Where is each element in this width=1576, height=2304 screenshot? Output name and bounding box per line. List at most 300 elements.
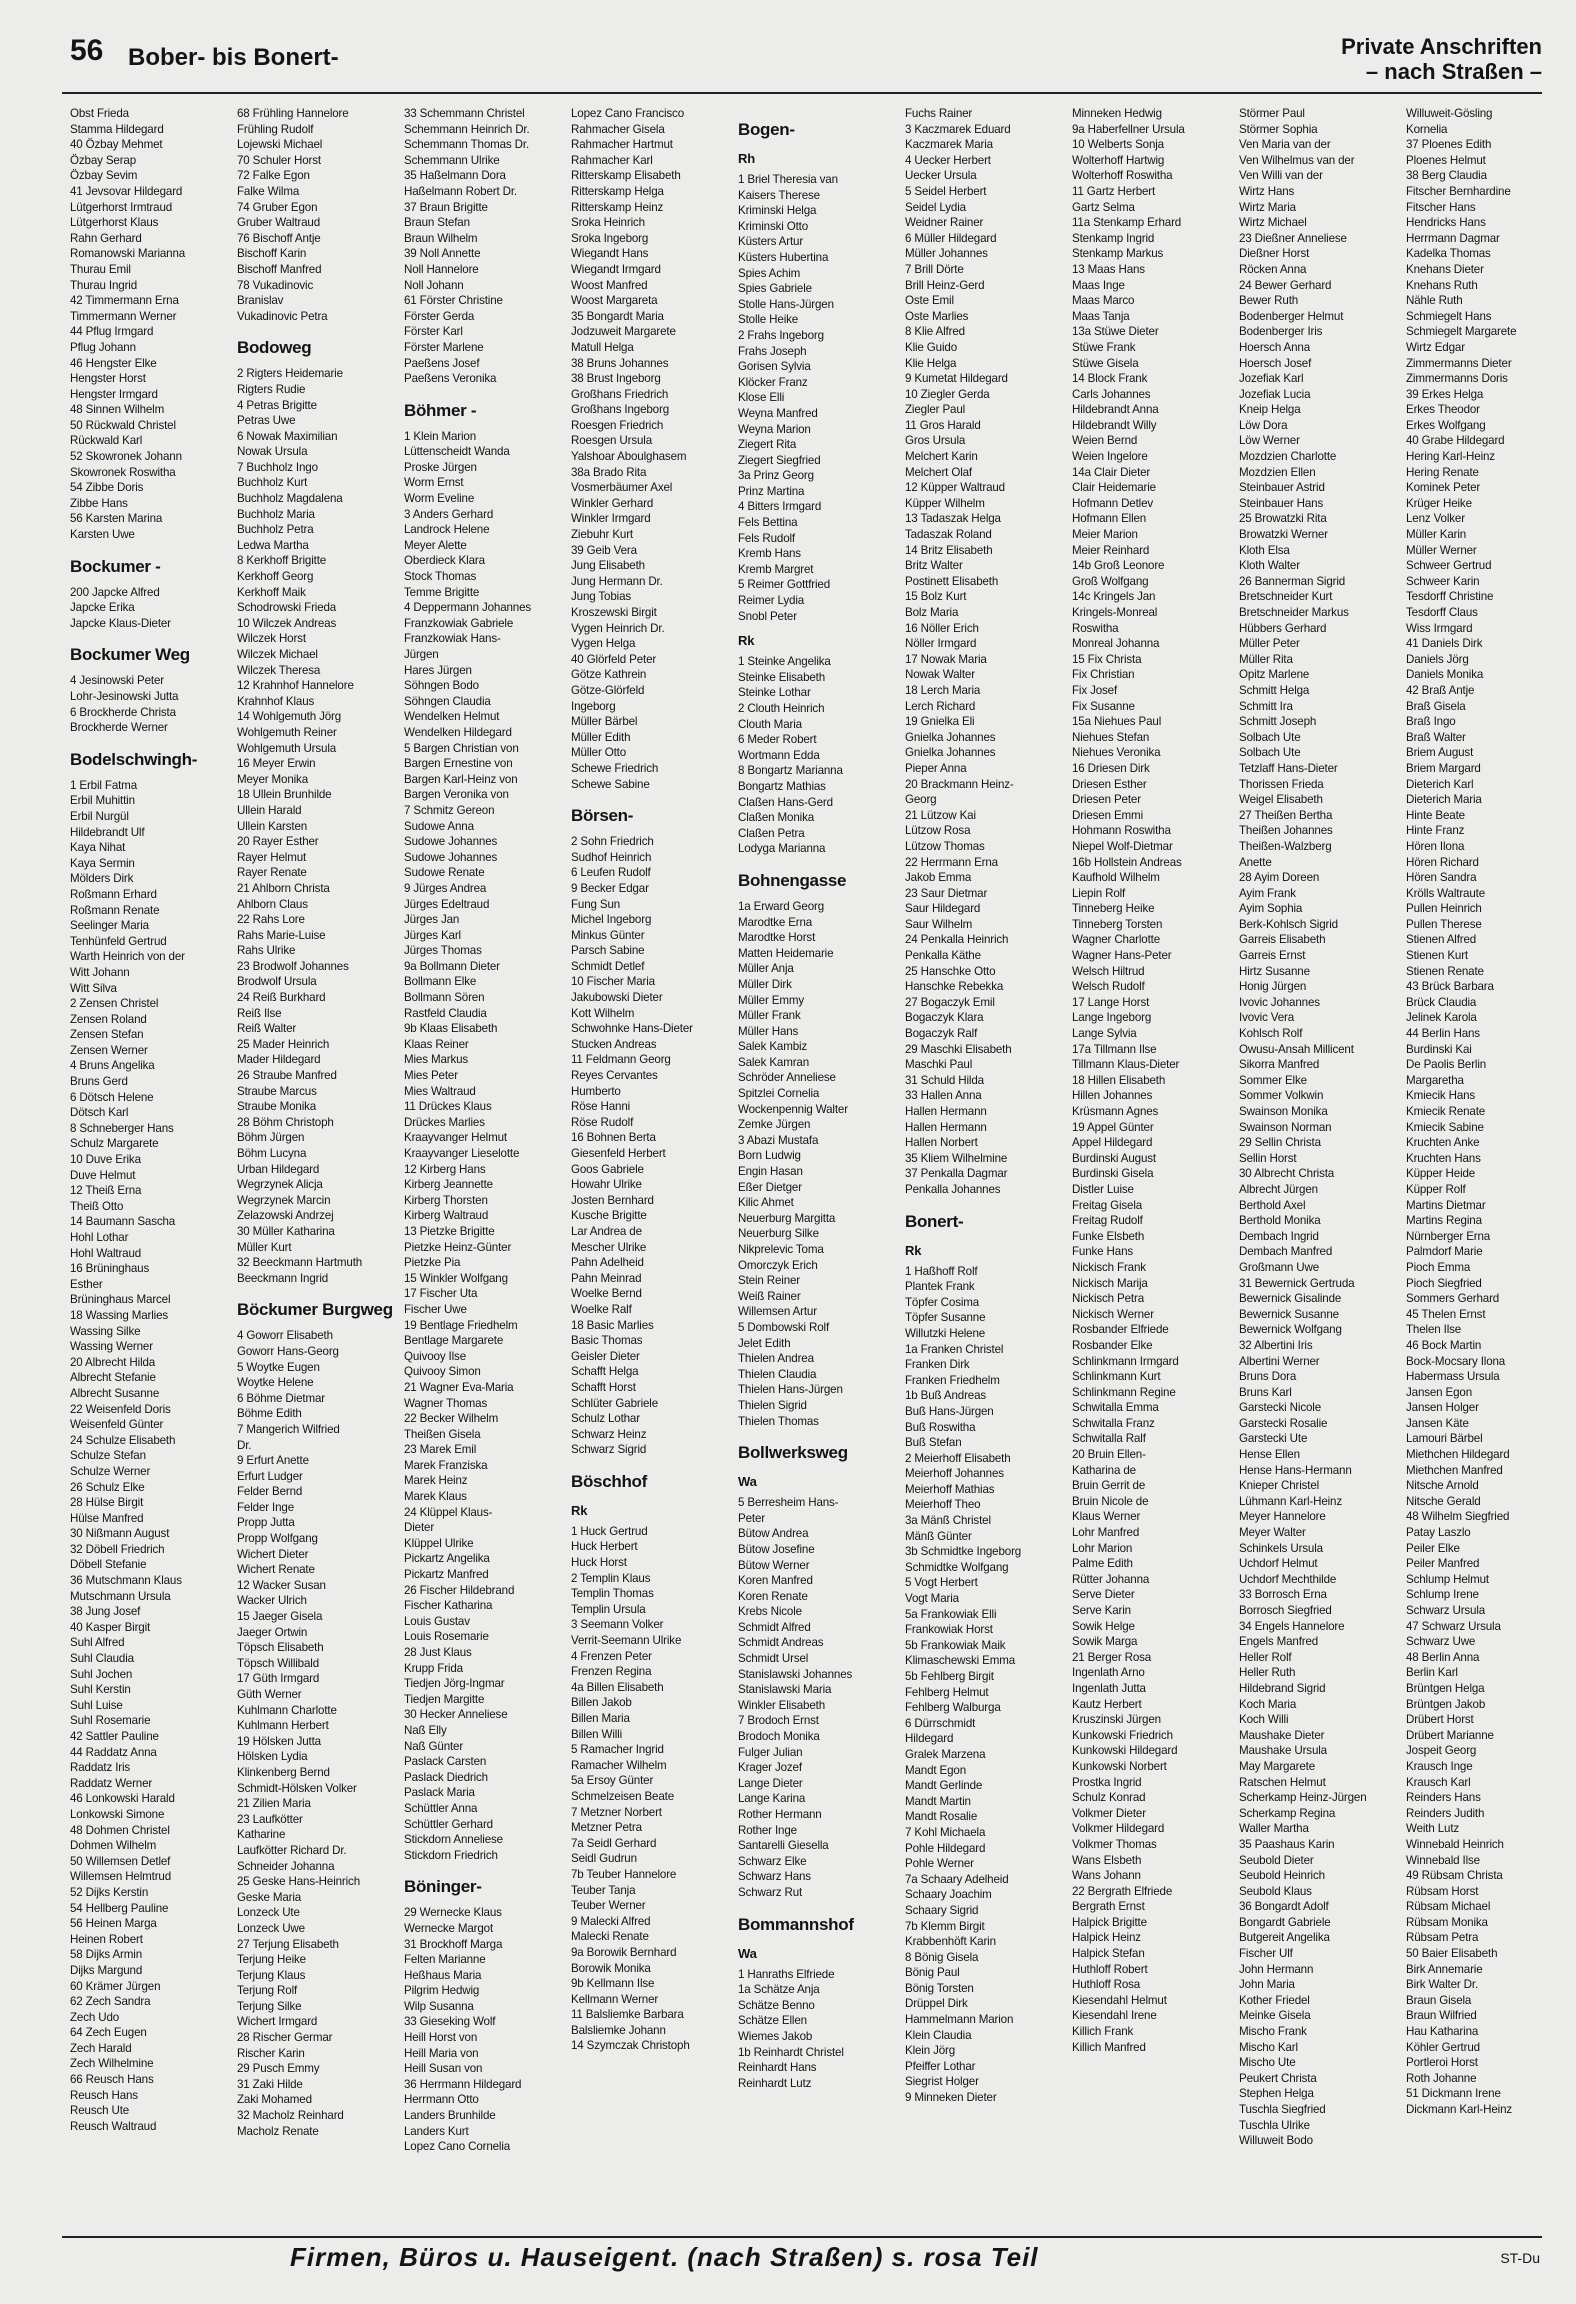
directory-entry: Kerkhoff Georg — [237, 570, 314, 584]
directory-entry: 7 Mangerich Wilfried — [237, 1422, 340, 1436]
directory-entry: Melchert Olaf — [905, 465, 972, 479]
directory-entry: Bergrath Ernst — [1072, 1900, 1145, 1914]
directory-entry: Weyna Marion — [738, 422, 811, 436]
directory-entry: 40 Glörfeld Peter — [571, 652, 657, 666]
directory-entry: Schwitalla Ralf — [1072, 1432, 1146, 1446]
directory-entry: Spies Gabriele — [738, 282, 812, 296]
directory-entry: Japcke Klaus-Dieter — [70, 616, 171, 630]
directory-entry: 6 Dötsch Helene — [70, 1090, 154, 1104]
directory-entry: Schwohnke Hans-Dieter — [571, 1022, 693, 1036]
directory-entry: Weiß Rainer — [738, 1289, 801, 1303]
directory-entry: Stolle Heike — [738, 313, 799, 327]
directory-entry: 32 Beeckmann Hartmuth — [237, 1256, 363, 1270]
directory-entry: 29 Wernecke Klaus — [404, 1906, 502, 1920]
directory-entry: 17a Tillmann Ilse — [1072, 1042, 1157, 1056]
directory-entry: Söhngen Bodo — [404, 679, 479, 693]
directory-entry: Pickartz Angelika — [404, 1552, 490, 1566]
directory-entry: Winkler Irmgard — [571, 512, 651, 526]
directory-entry: Lützow Thomas — [905, 839, 985, 853]
directory-entry: Stickdorn Anneliese — [404, 1833, 503, 1847]
directory-entry: Braun Gisela — [1406, 1993, 1472, 2007]
directory-entry: 2 Meierhoff Elisabeth — [905, 1451, 1011, 1465]
directory-columns — [70, 106, 1540, 2230]
directory-entry: Theißen-Walzberg — [1239, 839, 1332, 853]
directory-entry: 39 Noll Annette — [404, 247, 481, 261]
directory-entry: Meyer Monika — [237, 772, 309, 786]
directory-entry: Wichert Irmgard — [237, 2015, 318, 2029]
directory-entry: Schlinkmann Irmgard — [1072, 1354, 1179, 1368]
directory-entry: Hildebrandt Anna — [1072, 403, 1159, 417]
directory-entry: Hohl Waltraud — [70, 1246, 142, 1260]
directory-entry: Berthold Axel — [1239, 1198, 1306, 1212]
directory-entry: Köhler Gertrud — [1406, 2040, 1480, 2054]
directory-entry: 3 Abazi Mustafa — [738, 1133, 819, 1147]
directory-entry: John Hermann — [1239, 1962, 1314, 1976]
directory-entry: 31 Schuld Hilda — [905, 1073, 984, 1087]
directory-entry: Suhl Alfred — [70, 1636, 125, 1650]
directory-entry: Lütgerhorst Irmtraud — [70, 200, 173, 214]
directory-entry: Maas Marco — [1072, 294, 1135, 308]
directory-entry: Waller Martha — [1239, 1822, 1309, 1836]
directory-entry: Schätze Benno — [738, 1998, 815, 2012]
directory-entry: Briem August — [1406, 746, 1474, 760]
directory-entry: Schaary Joachim — [905, 1888, 992, 1902]
directory-entry: Lange Ingeborg — [1072, 1011, 1152, 1025]
directory-entry: Roßmann Renate — [70, 903, 160, 917]
directory-entry: Fels Bettina — [738, 516, 798, 530]
street-heading: Bonert- — [905, 1211, 964, 1231]
directory-entry: 7 Brodoch Ernst — [738, 1714, 819, 1728]
directory-entry: Bargen Karl-Heinz von — [404, 772, 518, 786]
directory-entry: 14 Block Frank — [1072, 372, 1148, 386]
directory-entry: Müller Otto — [571, 746, 627, 760]
directory-entry: 31 Zaki Hilde — [237, 2077, 303, 2091]
directory-entry: Weien Bernd — [1072, 434, 1138, 448]
directory-entry: Basic Thomas — [571, 1334, 643, 1348]
directory-entry: Siegrist Holger — [905, 2075, 979, 2089]
directory-entry: 18 Lerch Maria — [905, 683, 981, 697]
directory-entry: Stenkamp Markus — [1072, 247, 1164, 261]
directory-entry: 32 Macholz Reinhard — [237, 2109, 344, 2123]
directory-entry: Wiegandt Irmgard — [571, 262, 661, 276]
directory-entry: Schmitt Ira — [1239, 699, 1293, 713]
directory-entry: 26 Schulz Elke — [70, 1480, 145, 1494]
directory-entry: Lopez Cano Francisco — [571, 107, 684, 120]
directory-entry: Timmermann Werner — [70, 309, 177, 323]
directory-entry: Rother Inge — [738, 1823, 797, 1837]
directory-entry: Nikprelevic Toma — [738, 1243, 824, 1256]
directory-entry: 47 Schwarz Ursula — [1406, 1619, 1501, 1633]
directory-entry: Müller Kurt — [237, 1240, 292, 1254]
directory-entry: 19 Hölsken Jutta — [237, 1734, 321, 1748]
directory-entry: 7 Kohl Michaela — [905, 1825, 986, 1839]
directory-entry: Ullein Karsten — [237, 819, 308, 833]
directory-entry: Freitag Rudolf — [1072, 1214, 1143, 1228]
directory-entry: Koch Maria — [1239, 1697, 1297, 1711]
directory-entry: Claßen Monika — [738, 811, 815, 825]
directory-entry: 4 Petras Brigitte — [237, 398, 317, 412]
directory-entry: Pioch Siegfried — [1406, 1276, 1482, 1290]
directory-entry: 15 Fix Christa — [1072, 652, 1142, 666]
directory-entry: Marek Klaus — [404, 1490, 467, 1504]
directory-entry: 4 Uecker Herbert — [905, 153, 991, 167]
directory-entry: 25 Mader Heinrich — [237, 1037, 330, 1051]
directory-entry: Wassing Werner — [70, 1340, 153, 1354]
directory-entry: Niehues Veronika — [1072, 746, 1161, 760]
directory-entry: Weyna Manfred — [738, 406, 818, 420]
directory-entry: Marek Heinz — [404, 1474, 468, 1488]
directory-entry: Rigters Rudie — [237, 382, 306, 396]
directory-entry: 31 Brockhoff Marga — [404, 1937, 503, 1951]
directory-entry: 3a Mänß Christel — [905, 1514, 991, 1528]
directory-entry: Quivooy Ilse — [404, 1349, 466, 1363]
directory-entry: 20 Rayer Esther — [237, 835, 319, 849]
directory-entry: Liepin Rolf — [1072, 886, 1126, 900]
directory-entry: Willuweit Bodo — [1239, 2134, 1313, 2148]
directory-entry: Mandt Martin — [905, 1794, 971, 1808]
directory-entry: Lohr Manfred — [1072, 1526, 1140, 1540]
directory-entry: Zelazowski Andrzej — [237, 1209, 334, 1223]
directory-entry: Mies Peter — [404, 1069, 458, 1083]
directory-entry: Miethchen Hildegard — [1406, 1448, 1510, 1462]
directory-entry: 33 Borrosch Erna — [1239, 1588, 1327, 1602]
section-title-line1: Private Anschriften — [1341, 34, 1542, 59]
directory-entry: Raddatz Iris — [70, 1761, 131, 1775]
directory-entry: Niepel Wolf-Dietmar — [1072, 839, 1173, 853]
directory-entry: Esther — [70, 1277, 103, 1291]
directory-entry: Daniels Monika — [1406, 668, 1484, 682]
directory-entry: John Maria — [1239, 1978, 1295, 1992]
directory-entry: Stienen Alfred — [1406, 933, 1477, 947]
directory-entry: Meier Reinhard — [1072, 543, 1150, 557]
directory-entry: Bentlage Margarete — [404, 1334, 504, 1348]
directory-entry: Hering Karl-Heinz — [1406, 450, 1495, 464]
directory-entry: Vosmerbäumer Axel — [571, 481, 673, 495]
directory-entry: Koch Willi — [1239, 1713, 1289, 1727]
directory-entry: Ven Willi van der — [1239, 169, 1323, 183]
directory-entry: 2 Sohn Friedrich — [571, 835, 654, 849]
directory-entry: Kneip Helga — [1239, 403, 1301, 417]
directory-entry: Maushake Ursula — [1239, 1744, 1327, 1758]
directory-entry: Salek Kambiz — [738, 1040, 808, 1054]
directory-entry: Ullein Harald — [237, 803, 302, 817]
directory-entry: Herrmann Otto — [404, 2093, 479, 2107]
directory-entry: Stephen Helga — [1239, 2087, 1314, 2101]
directory-entry: Wilczek Horst — [237, 632, 306, 646]
directory-entry: Bollmann Elke — [404, 975, 477, 989]
directory-entry: 17 Güth Irmgard — [237, 1672, 320, 1686]
directory-entry: 5a Ersoy Günter — [571, 1774, 654, 1788]
directory-entry: Gros Ursula — [905, 434, 966, 448]
directory-entry: Briem Margard — [1406, 761, 1481, 775]
directory-entry: 29 Maschki Elisabeth — [905, 1042, 1012, 1056]
directory-entry: Hübbers Gerhard — [1239, 621, 1327, 635]
directory-entry: Dießner Horst — [1239, 247, 1310, 261]
directory-entry: Volkmer Hildegard — [1072, 1822, 1165, 1836]
directory-entry: Wegrzynek Marcin — [237, 1193, 331, 1207]
directory-entry: Hildebrandt Willy — [1072, 418, 1157, 432]
directory-entry: Müller Bärbel — [571, 715, 638, 729]
directory-entry: Sudowe Johannes — [404, 835, 498, 849]
directory-entry: Sudowe Renate — [404, 866, 485, 880]
directory-entry: Weith Lutz — [1406, 1822, 1460, 1836]
directory-entry: Reimer Lydia — [738, 594, 805, 608]
directory-entry: Thielen Claudia — [738, 1367, 817, 1381]
directory-entry: Katharine — [237, 1828, 286, 1842]
directory-entry: Gralek Marzena — [905, 1747, 986, 1761]
directory-entry: Töpsch Elisabeth — [237, 1641, 324, 1655]
directory-entry: Schwarz Elke — [738, 1854, 807, 1868]
directory-entry: Marodtke Horst — [738, 931, 816, 945]
directory-entry: 42 Timmermann Erna — [70, 294, 179, 308]
directory-entry: Bretschneider Kurt — [1239, 590, 1333, 604]
directory-entry: Huck Herbert — [571, 1540, 638, 1554]
directory-entry: 28 Hülse Birgit — [70, 1496, 144, 1510]
directory-entry: Swainson Norman — [1239, 1120, 1332, 1134]
directory-entry: Hören Ilona — [1406, 839, 1465, 853]
directory-entry: Killich Manfred — [1072, 2040, 1146, 2054]
directory-entry: 15a Niehues Paul — [1072, 715, 1162, 729]
street-heading: Bodoweg — [237, 338, 312, 358]
directory-entry: 72 Falke Egon — [237, 169, 310, 183]
directory-entry: Kremb Margret — [738, 562, 814, 576]
directory-entry: Roßmann Erhard — [70, 887, 157, 901]
directory-entry: Pioch Emma — [1406, 1260, 1471, 1274]
directory-entry: Karsten Uwe — [70, 528, 135, 542]
directory-entry: Bütow Andrea — [738, 1527, 809, 1541]
directory-entry: Hölsken Lydia — [237, 1750, 308, 1764]
directory-entry: 14 Baumann Sascha — [70, 1215, 176, 1229]
directory-entry: 5b Frankowiak Maik — [905, 1638, 1006, 1652]
directory-entry: 8 Bongartz Marianna — [738, 764, 843, 778]
directory-entry: 42 Sattler Pauline — [70, 1730, 159, 1743]
directory-entry: 8 Kerkhoff Brigitte — [237, 554, 327, 568]
directory-entry: Yalshoar Aboulghasem — [571, 450, 687, 464]
directory-entry: Hören Richard — [1406, 855, 1479, 869]
directory-entry: Propp Wolfgang — [237, 1532, 318, 1546]
directory-entry: Wagner Hans-Peter — [1072, 949, 1172, 963]
directory-entry: 28 Rischer Germar — [237, 2031, 333, 2045]
directory-entry: 26 Bannerman Sigrid — [1239, 574, 1346, 588]
directory-entry: Paeßens Veronika — [404, 372, 497, 386]
directory-entry: Tenhünfeld Gertrud — [70, 934, 167, 948]
directory-entry: 12 Theiß Erna — [70, 1184, 142, 1198]
directory-entry: 23 Laufkötter — [237, 1812, 303, 1826]
directory-entry: Minkus Günter — [571, 928, 645, 942]
directory-entry: 2 Templin Klaus — [571, 1571, 651, 1585]
directory-entry: Oste Marlies — [905, 309, 969, 323]
directory-entry: Wolterhoff Hartwig — [1072, 153, 1165, 167]
directory-entry: 3a Prinz Georg — [738, 469, 814, 483]
directory-entry: Fung Sun — [571, 897, 621, 911]
directory-entry: Bewer Ruth — [1239, 294, 1299, 308]
directory-entry: 11 Balsliemke Barbara — [571, 2008, 684, 2022]
directory-entry: Buchholz Maria — [237, 507, 315, 521]
directory-entry: Wirtz Hans — [1239, 184, 1295, 198]
directory-entry: Haßelmann Robert Dr. — [404, 184, 517, 198]
directory-entry: Proske Jürgen — [404, 460, 477, 474]
section-title — [1341, 34, 1542, 84]
directory-entry: 13 Pietzke Brigitte — [404, 1224, 495, 1238]
directory-entry: Rahs Marie-Luise — [237, 928, 326, 942]
directory-entry: Reinhardt Lutz — [738, 2076, 812, 2090]
directory-entry: Stolle Hans-Jürgen — [738, 297, 834, 311]
directory-entry: Owusu-Ansah Millicent — [1239, 1042, 1354, 1056]
directory-entry: Ivovic Vera — [1239, 1011, 1295, 1025]
directory-entry: Nickisch Frank — [1072, 1260, 1146, 1274]
directory-entry: Küpper Rolf — [1406, 1182, 1466, 1196]
directory-entry: Kmiecik Sabine — [1406, 1120, 1484, 1134]
directory-entry: Carls Johannes — [1072, 387, 1151, 401]
street-heading: Bollwerksweg — [738, 1443, 848, 1463]
directory-entry: Hoersch Josef — [1239, 356, 1312, 370]
directory-entry: Meier Marion — [1072, 528, 1138, 542]
directory-entry: Klöcker Franz — [738, 375, 808, 389]
directory-entry: 38a Brado Rita — [571, 465, 647, 479]
directory-entry: 9 Becker Edgar — [571, 881, 649, 895]
directory-entry: Lützow Rosa — [905, 824, 971, 838]
directory-entry: Spies Achim — [738, 266, 801, 280]
district-label: Rk — [905, 1242, 922, 1258]
directory-entry: Melchert Karin — [905, 450, 978, 464]
directory-entry: 23 Saur Dietmar — [905, 886, 988, 900]
directory-entry: Noll Hannelore — [404, 262, 479, 276]
directory-entry: Wolterhoff Roswitha — [1072, 169, 1173, 183]
directory-entry: 9a Haberfellner Ursula — [1072, 122, 1185, 136]
directory-entry: Roswitha — [1072, 621, 1119, 635]
directory-entry: Mozdzien Charlotte — [1239, 450, 1337, 464]
directory-entry: Sudowe Anna — [404, 819, 474, 833]
directory-entry: Urban Hildegard — [237, 1162, 320, 1176]
directory-entry: Heßhaus Maria — [404, 1968, 482, 1982]
directory-entry: 13a Stüwe Dieter — [1072, 325, 1159, 339]
directory-entry: Dieter — [404, 1521, 435, 1535]
directory-entry: 9 Erfurt Anette — [237, 1454, 309, 1468]
directory-entry: Schwarz Ursula — [1406, 1604, 1486, 1617]
directory-entry: Michel Ingeborg — [571, 913, 652, 927]
directory-entry: Landers Brunhilde — [404, 2109, 496, 2123]
directory-entry: Rahmacher Hartmut — [571, 138, 673, 152]
directory-entry: Worm Ernst — [404, 476, 464, 490]
directory-entry: 3 Kaczmarek Eduard — [905, 122, 1011, 136]
column-9 — [1406, 106, 1540, 2230]
directory-entry: Ven Wilhelmus van der — [1239, 153, 1355, 167]
directory-entry: Schemmann Ulrike — [404, 153, 500, 167]
directory-entry: 44 Berlin Hans — [1406, 1027, 1480, 1041]
directory-entry: Erfurt Ludger — [237, 1469, 303, 1483]
directory-entry: 48 Berlin Anna — [1406, 1650, 1480, 1664]
directory-entry: Hinte Franz — [1406, 824, 1465, 838]
directory-entry: 36 Mutschmann Klaus — [70, 1574, 182, 1588]
directory-entry: Thurau Emil — [70, 262, 131, 276]
directory-entry: 42 Braß Antje — [1406, 683, 1475, 697]
directory-entry: 25 Hanschke Otto — [905, 964, 996, 978]
directory-entry: Klaus Werner — [1072, 1510, 1141, 1524]
directory-entry: Bongartz Mathias — [738, 779, 826, 793]
directory-entry: Kaya Sermin — [70, 856, 135, 870]
directory-entry: Küsters Artur — [738, 235, 804, 249]
directory-entry: Balsliemke Johann — [571, 2023, 666, 2037]
directory-entry: Lenz Volker — [1406, 512, 1465, 526]
directory-entry: 76 Bischoff Antje — [237, 231, 321, 245]
directory-entry: Dembach Ingrid — [1239, 1229, 1319, 1243]
directory-entry: Propp Jutta — [237, 1516, 295, 1530]
directory-entry: 6 Leufen Rudolf — [571, 866, 651, 880]
directory-entry: 15 Winkler Wolfgang — [404, 1271, 508, 1285]
directory-entry: Özbay Sevim — [70, 169, 138, 183]
directory-entry: 6 Meder Robert — [738, 733, 817, 747]
directory-entry: Berthold Monika — [1239, 1214, 1321, 1228]
directory-entry: Matten Heidemarie — [738, 946, 834, 960]
directory-entry: 8 Schneberger Hans — [70, 1121, 174, 1135]
directory-entry: Felder Bernd — [237, 1485, 303, 1499]
directory-entry: 33 Gieseking Wolf — [404, 2015, 496, 2029]
directory-entry: 10 Ziegler Gerda — [905, 387, 990, 401]
directory-entry: May Margarete — [1239, 1759, 1316, 1773]
directory-entry: Hofmann Ellen — [1072, 512, 1147, 526]
directory-entry: 4 Goworr Elisabeth — [237, 1329, 333, 1343]
directory-entry: Kruchten Anke — [1406, 1136, 1480, 1150]
directory-entry: 38 Berg Claudia — [1406, 169, 1487, 183]
directory-entry: Neuerburg Margitta — [738, 1211, 836, 1225]
directory-entry: Schemmann Thomas Dr. — [404, 138, 530, 152]
directory-entry: Anette — [1239, 855, 1272, 869]
directory-entry: 3 Seemann Volker — [571, 1618, 664, 1632]
directory-entry: Seubold Klaus — [1239, 1884, 1312, 1898]
directory-entry: Schmitt Joseph — [1239, 715, 1317, 729]
directory-entry: 7b Teuber Hannelore — [571, 1867, 677, 1881]
directory-entry: Güth Werner — [237, 1688, 302, 1701]
directory-entry: Töpfer Cosima — [905, 1295, 980, 1309]
directory-entry: Omorczyk Erich — [738, 1258, 818, 1272]
directory-entry: Wans Johann — [1072, 1869, 1141, 1883]
directory-entry: Dr. — [237, 1438, 252, 1452]
street-heading: Böschhof — [571, 1471, 647, 1491]
directory-entry: 12 Krahnhof Hannelore — [237, 679, 354, 693]
directory-entry: 22 Herrmann Erna — [905, 855, 998, 869]
directory-entry: Kmiecik Hans — [1406, 1089, 1476, 1103]
directory-entry: Schemmann Heinrich Dr. — [404, 122, 530, 136]
directory-entry: Uchdorf Helmut — [1239, 1557, 1318, 1571]
directory-entry: Bruns Gerd — [70, 1075, 128, 1089]
directory-entry: 7b Klemm Birgit — [905, 1919, 985, 1933]
directory-entry: Fischer Ulf — [1239, 1947, 1293, 1961]
directory-entry: 12 Küpper Waltraud — [905, 481, 1005, 495]
directory-entry: Burdinski Kai — [1406, 1042, 1472, 1056]
directory-entry: Pahn Adelheid — [571, 1256, 644, 1270]
directory-entry: 5 Berresheim Hans- — [738, 1496, 839, 1510]
directory-entry: Jansen Holger — [1406, 1401, 1479, 1415]
directory-entry: Hildebrandt Ulf — [70, 825, 145, 839]
directory-entry: Lonkowski Simone — [70, 1807, 165, 1821]
directory-entry: Klinkenberg Bernd — [237, 1765, 330, 1779]
directory-entry: Ploenes Helmut — [1406, 153, 1486, 167]
directory-entry: Romanowski Marianna — [70, 247, 186, 261]
directory-entry: 21 Ahlborn Christa — [237, 881, 330, 895]
directory-entry: Solbach Ute — [1239, 746, 1301, 760]
directory-entry: Wockenpennig Walter — [738, 1102, 848, 1116]
directory-entry: Schulz Margarete — [70, 1137, 159, 1151]
directory-entry: 14c Kringels Jan — [1072, 590, 1156, 604]
directory-entry: 11 Feldmann Georg — [571, 1053, 671, 1067]
directory-entry: Reinhardt Hans — [738, 2061, 817, 2075]
directory-entry: 48 Dohmen Christel — [70, 1823, 170, 1837]
directory-entry: Dijks Margund — [70, 1963, 143, 1977]
directory-entry: Löw Dora — [1239, 418, 1288, 432]
directory-entry: Martins Dietmar — [1406, 1198, 1486, 1212]
directory-entry: Schafft Horst — [571, 1380, 636, 1394]
directory-entry: Knehans Ruth — [1406, 278, 1478, 292]
